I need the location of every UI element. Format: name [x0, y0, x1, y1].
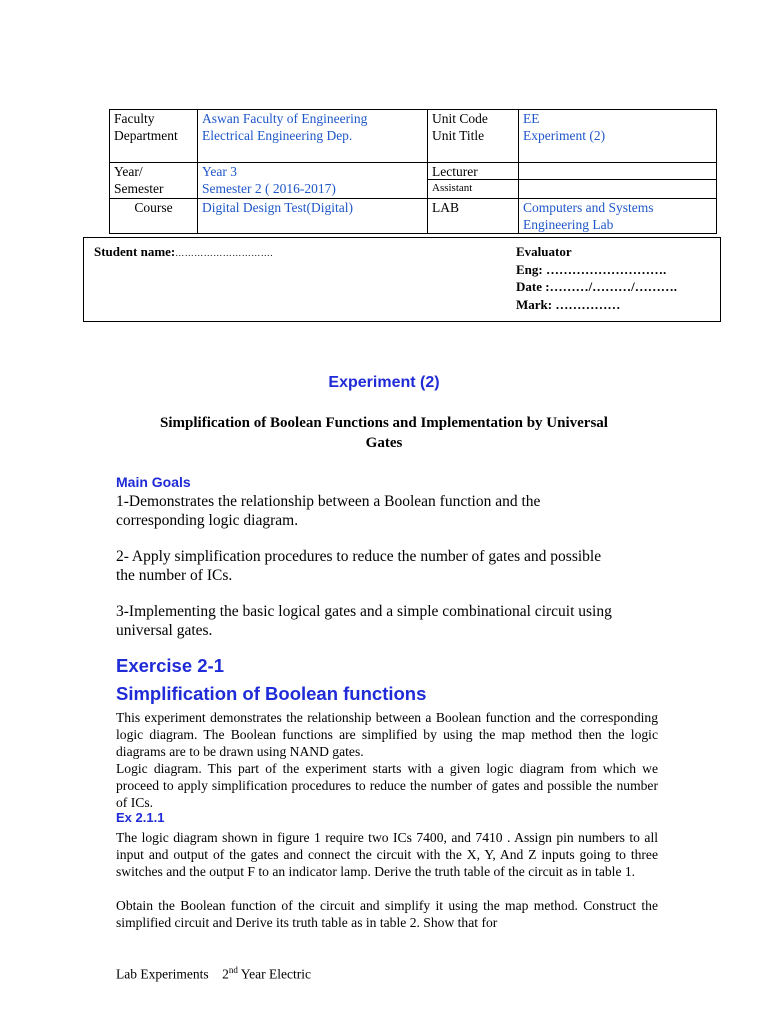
faculty-value-cell — [198, 110, 428, 163]
ex-2-1-1-heading: Ex 2.1.1 — [116, 810, 165, 825]
goal-2-line-1: 2- Apply simplification procedures to reduce the number of gates and possible — [116, 548, 602, 565]
exercise-heading: Exercise 2-1 — [116, 655, 225, 676]
lab-value-line2: Engineering Lab — [523, 217, 614, 232]
lecturer-value — [519, 163, 716, 180]
paragraph-intro: This experiment demonstrates the relationship between a Boolean function and the corresponding logic diagram. The Boolean functions are simplified by using the map method then the logic diagrams are to be drawn using NAND gates. — [116, 710, 658, 759]
goal-2-line-2: the number of ICs. — [116, 567, 233, 584]
lab-value-cell — [519, 199, 717, 234]
faculty-label: Faculty — [114, 111, 155, 126]
footer-year-number: 2 — [222, 966, 229, 982]
year-label-cell — [110, 163, 198, 199]
course-label: Course — [134, 200, 173, 215]
goal-3 — [116, 602, 612, 640]
semester-label: Semester — [114, 181, 164, 196]
course-label-cell — [110, 199, 198, 234]
year-label: Year/ — [114, 164, 143, 179]
semester-value: Semester 2 ( 2016-2017) — [202, 181, 336, 196]
faculty-value: Aswan Faculty of Engineering — [202, 111, 368, 126]
subtitle-line-2: Gates — [365, 435, 403, 451]
lecturer-label: Lecturer — [428, 163, 518, 180]
unit-value-cell — [519, 110, 717, 163]
student-name-line — [94, 244, 273, 260]
unit-label-cell — [428, 110, 519, 163]
date-line: Date :………/………/………. — [516, 279, 678, 294]
experiment-title: Experiment (2) — [328, 374, 440, 391]
lecturer-label-cell — [428, 163, 519, 199]
goal-1-line-1: 1-Demonstrates the relationship between a Boolean function and the — [116, 493, 541, 510]
paragraph-logic-diagram: Logic diagram. This part of the experiment starts with a given logic diagram from which we proceed to apply simplification procedures to reduce the number of gates and possible the number of ICs. — [116, 761, 658, 810]
faculty-label-cell — [110, 110, 198, 163]
paragraph-ex-2-1-1: The logic diagram shown in figure 1 require two ICs 7400, and 7410 . Assign pin numbers to all input and output of the gates and connect the circuit with the X, Y, And Z inputs going to three switches and the output F to an indicator lamp. Derive the truth table of the circuit as in table 1. — [116, 830, 658, 879]
main-goals-heading: Main Goals — [116, 474, 191, 490]
lab-label: LAB — [432, 200, 459, 215]
course-info-table — [109, 109, 717, 234]
footer-left: Lab Experiments — [116, 966, 209, 982]
footer-superscript: nd — [228, 965, 238, 975]
goal-3-line-2: universal gates. — [116, 622, 213, 639]
goal-1 — [116, 492, 540, 530]
subtitle-line-1: Simplification of Boolean Functions and Implementation by Universal — [160, 415, 608, 431]
unit-title-label: Unit Title — [432, 128, 485, 143]
goal-3-line-1: 3-Implementing the basic logical gates and a simple combinational circuit using — [116, 603, 612, 620]
footer — [116, 965, 311, 983]
eng-line: Eng: ………………………. — [516, 261, 667, 277]
lab-label-cell — [428, 199, 519, 234]
goal-2 — [116, 547, 601, 585]
student-evaluation-box — [83, 237, 721, 322]
year-value: Year 3 — [202, 164, 238, 179]
footer-right: Year Electric — [240, 966, 311, 982]
goal-1-line-2: corresponding logic diagram. — [116, 512, 299, 529]
department-label: Department — [114, 128, 178, 143]
evaluator-block — [516, 243, 677, 313]
evaluator-label: Evaluator — [516, 244, 572, 259]
exercise-subheading: Simplification of Boolean functions — [116, 683, 427, 704]
course-value-cell — [198, 199, 428, 234]
experiment-subtitle — [100, 413, 668, 453]
lecturer-value-cell — [519, 163, 717, 199]
year-value-cell — [198, 163, 428, 199]
department-value: Electrical Engineering Dep. — [202, 128, 353, 143]
unit-code-value: EE — [523, 111, 540, 126]
unit-code-label: Unit Code — [432, 111, 488, 126]
lab-value-line1: Computers and Systems — [523, 200, 654, 215]
paragraph-boolean-function: Obtain the Boolean function of the circuit and simplify it using the map method. Construct the simplified circuit and Derive its truth table as in table 2. Show that for — [116, 898, 658, 930]
course-value: Digital Design Test(Digital) — [202, 200, 354, 215]
student-name-dots: …………………………. — [175, 248, 274, 258]
assistant-label: Assistant — [432, 182, 473, 194]
mark-line: Mark: …………… — [516, 296, 621, 312]
student-name-label: Student name: — [94, 244, 176, 259]
unit-title-value: Experiment (2) — [523, 128, 606, 143]
